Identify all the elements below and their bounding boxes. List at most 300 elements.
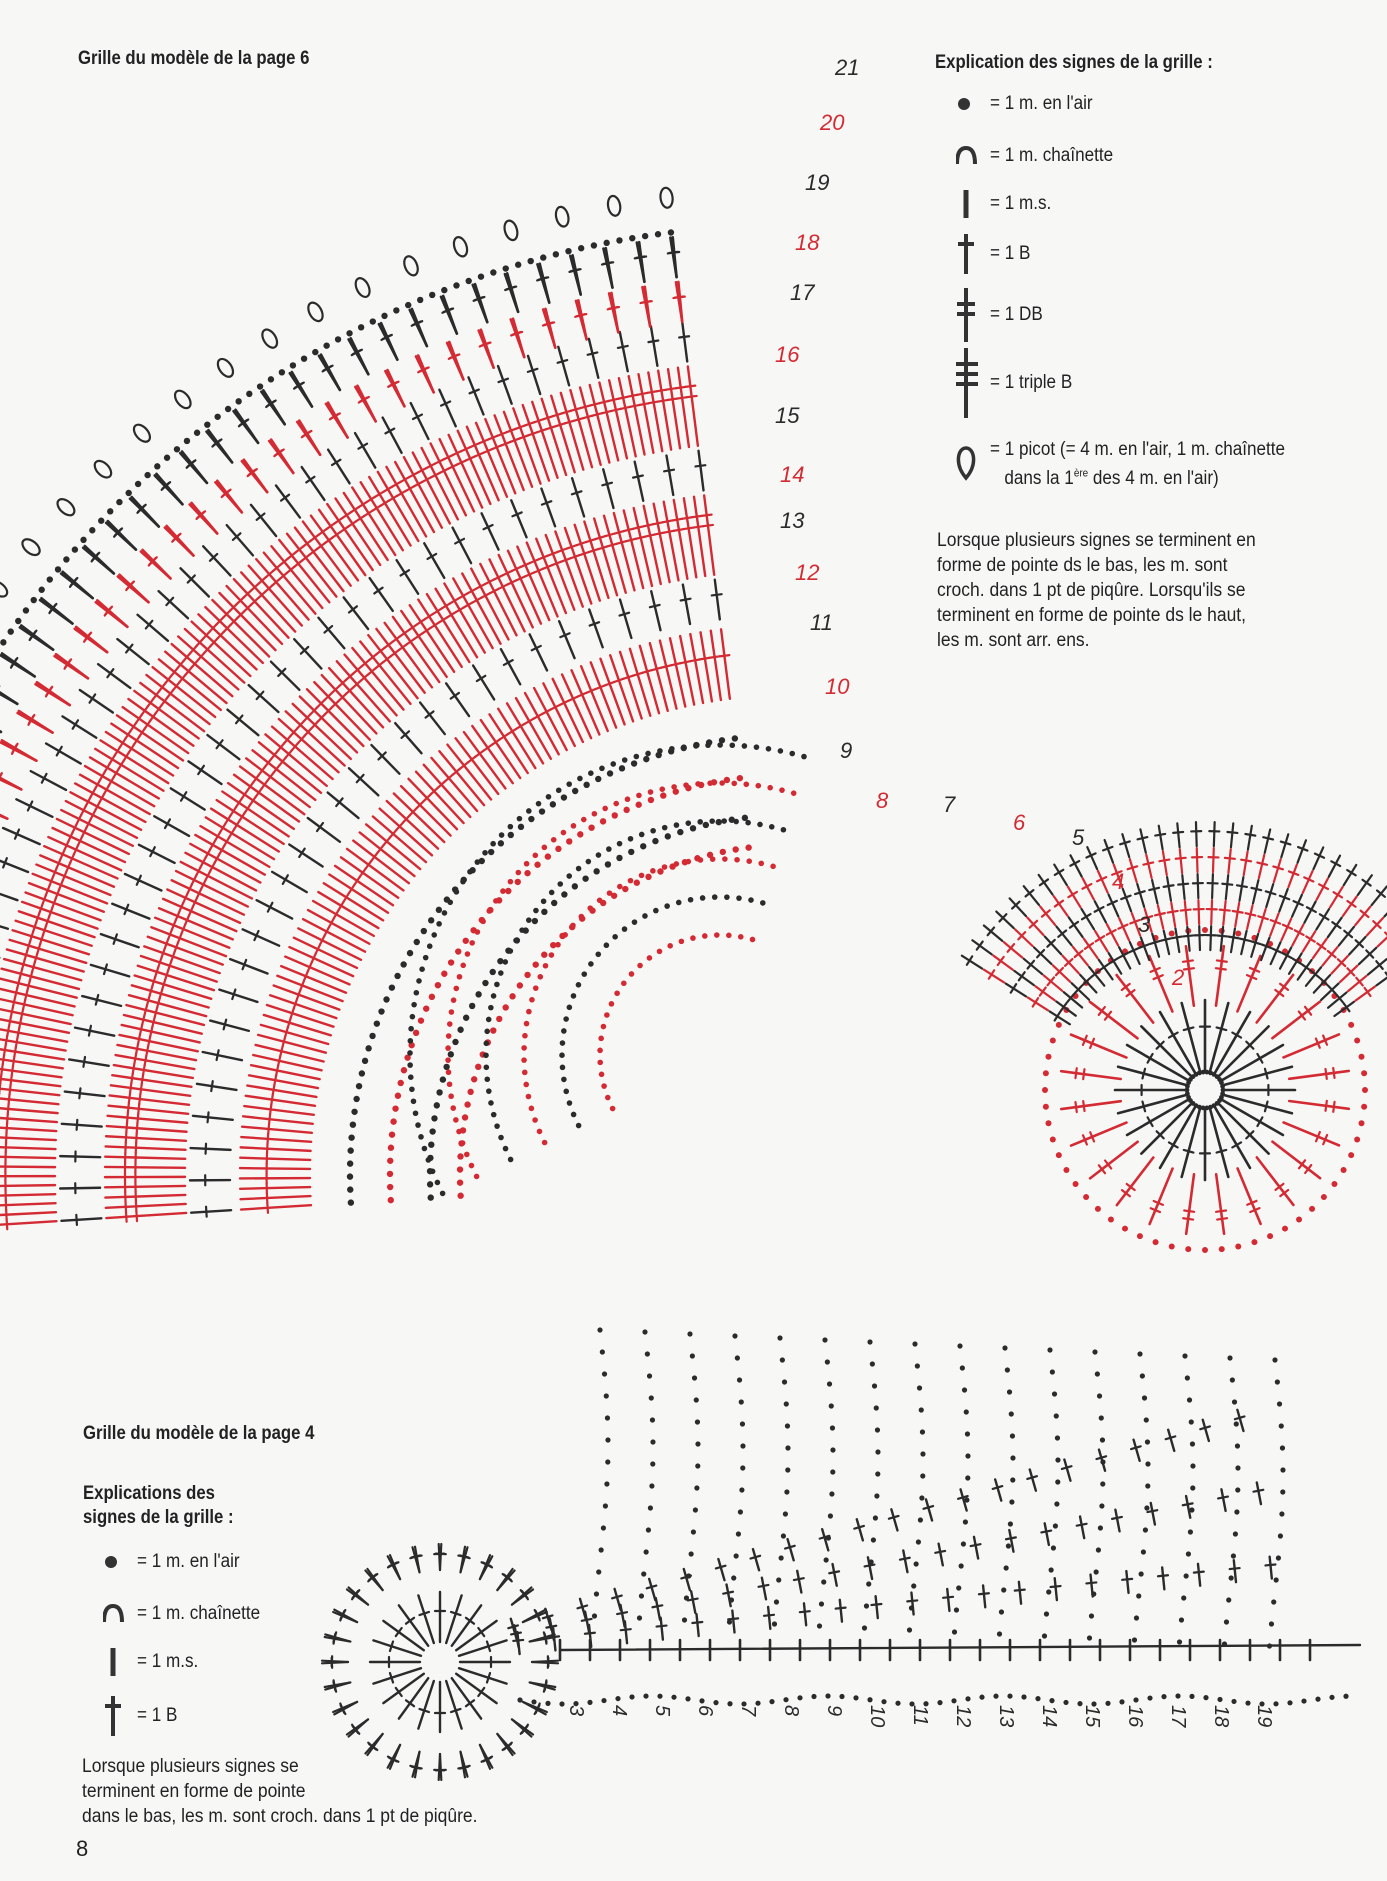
chain-dot	[839, 1694, 844, 1699]
chain-dot	[694, 1397, 699, 1402]
chain-dot	[830, 1447, 835, 1452]
chain-dot	[1010, 1455, 1015, 1460]
stitch-mark	[553, 1629, 555, 1651]
stitch-cross	[1086, 1582, 1096, 1583]
round-label: 14	[1038, 1705, 1060, 1728]
stitch-mark	[1045, 1523, 1049, 1545]
chain-dot	[965, 1453, 970, 1458]
stitch-mark	[876, 1596, 878, 1618]
stitch-mark	[891, 1509, 897, 1530]
chain-dot	[875, 1471, 880, 1476]
chain-dot	[780, 1357, 785, 1362]
legend6-text-picot-sup: ère	[1073, 468, 1089, 480]
chain-dot	[1139, 1571, 1144, 1576]
legend4-text-b: = 1 B	[137, 1705, 178, 1726]
chain-dot	[862, 1625, 867, 1630]
chain-dot	[1267, 1643, 1272, 1648]
chain-dot	[782, 1379, 787, 1384]
stitch-cross	[451, 1709, 461, 1712]
stitch-cross	[1006, 1537, 1016, 1539]
chain-dot	[1050, 1369, 1055, 1374]
chain-dot	[1232, 1399, 1237, 1404]
chain-dot	[601, 1525, 606, 1530]
chain-dot	[600, 1349, 605, 1354]
chain-dot	[1226, 1597, 1231, 1602]
chain-dot	[1235, 1487, 1240, 1492]
round-label: 12	[952, 1705, 974, 1728]
chain-dot	[872, 1383, 877, 1388]
chain-dot	[1343, 1694, 1348, 1699]
chain-dot	[695, 1441, 700, 1446]
chain-dot	[1007, 1389, 1012, 1394]
stitch-mark	[926, 1499, 932, 1520]
chain-dot	[979, 1695, 984, 1700]
stitch-cross	[865, 1565, 875, 1567]
chain-dot	[1233, 1531, 1238, 1536]
stitch-mark	[1203, 1420, 1209, 1441]
stitch-cross	[907, 1600, 917, 1601]
chain-dot	[911, 1583, 916, 1588]
chain-dot	[781, 1533, 786, 1538]
chain-dot	[695, 1419, 700, 1424]
stitch-mark	[661, 1618, 663, 1640]
chain-dot	[920, 1473, 925, 1478]
chain-dot	[964, 1409, 969, 1414]
chain-dot	[824, 1557, 829, 1562]
chain-dot	[867, 1339, 872, 1344]
chain-dot	[1042, 1633, 1047, 1638]
chain-dot	[1280, 1489, 1285, 1494]
chain-dot	[1098, 1525, 1103, 1530]
grid4-note	[82, 1754, 477, 1829]
legend6-text-db: = 1 DB	[990, 304, 1043, 325]
stitch-cross	[1122, 1579, 1132, 1580]
stitch-cross	[1077, 1524, 1087, 1526]
stitch-mark	[691, 1591, 695, 1613]
stitch-cross	[1235, 1416, 1245, 1419]
round-label: 9	[823, 1705, 845, 1717]
legend6-row-b	[956, 232, 1035, 276]
chain-dot	[644, 1549, 649, 1554]
stitch-cross	[451, 1612, 461, 1615]
stitch-cross	[544, 1682, 547, 1692]
page-number: 8	[76, 1836, 89, 1861]
chain-dot	[1089, 1613, 1094, 1618]
chain-dot	[1186, 1551, 1191, 1556]
chain-dot	[774, 1599, 779, 1604]
chain-dot	[1161, 1694, 1166, 1699]
grid4-legend-title	[83, 1482, 234, 1530]
chain-dot	[829, 1491, 834, 1496]
chain-dot	[993, 1694, 998, 1699]
chain-dot	[1271, 1599, 1276, 1604]
chain-dot	[1087, 1635, 1092, 1640]
chain-dot	[1315, 1697, 1320, 1702]
chain-dot	[937, 1700, 942, 1705]
stitch-mark	[840, 1600, 842, 1622]
stitch-mark	[656, 1598, 660, 1620]
chain-dot	[1055, 1457, 1060, 1462]
chain-dot	[875, 1449, 880, 1454]
chain-dot	[641, 1571, 646, 1576]
three-cross-icon	[956, 348, 986, 418]
round-label: 20	[820, 110, 845, 135]
round-label: 4	[1112, 869, 1125, 894]
legend4-row-b	[103, 1694, 182, 1738]
stitch-cross	[800, 1611, 810, 1612]
chain-dot	[785, 1423, 790, 1428]
round-label: 6	[1013, 810, 1026, 835]
chain-dot	[649, 1483, 654, 1488]
round-label: 5	[651, 1705, 673, 1717]
chain-dot	[1004, 1565, 1009, 1570]
stitch-mark	[1055, 1578, 1057, 1600]
chain-dot	[1185, 1375, 1190, 1380]
chain-dot	[783, 1511, 788, 1516]
stitch-cross	[971, 1544, 981, 1546]
chain-dot	[597, 1327, 602, 1332]
chain-dot	[1133, 1697, 1138, 1702]
chain-dot	[1235, 1443, 1240, 1448]
chain-dot	[1245, 1700, 1250, 1705]
chain-dot	[917, 1385, 922, 1390]
chain-dot	[1140, 1373, 1145, 1378]
chain-dot	[920, 1429, 925, 1434]
stitch-mark	[1115, 1510, 1119, 1532]
legend6-text-b: = 1 B	[990, 243, 1031, 264]
chain-dot	[599, 1547, 604, 1552]
grid4-note-line: dans le bas, les m. sont croch. dans 1 pt de piqûre.	[82, 1806, 478, 1827]
chain-dot	[784, 1401, 789, 1406]
stitch-mark	[768, 1607, 770, 1629]
chain-dot	[629, 1694, 634, 1699]
chain-dot	[690, 1353, 695, 1358]
chain-dot	[817, 1623, 822, 1628]
grid4-legend-title-line: Explications des	[83, 1483, 215, 1504]
dot-icon	[956, 82, 986, 126]
chain-dot	[1279, 1423, 1284, 1428]
stitch-mark	[939, 1544, 943, 1566]
two-cross-icon	[956, 288, 986, 342]
round-label: 11	[810, 610, 833, 635]
stitch-mark	[833, 1564, 837, 1586]
chain-dot	[604, 1393, 609, 1398]
chain-dot	[639, 1593, 644, 1598]
stitch-mark	[788, 1539, 794, 1560]
chain-dot	[1145, 1461, 1150, 1466]
chain-dot	[962, 1387, 967, 1392]
chain-dot	[1179, 1617, 1184, 1622]
stitch-mark	[440, 1544, 441, 1570]
chain-dot	[682, 1617, 687, 1622]
chain-dot	[615, 1696, 620, 1701]
chain-dot	[1177, 1639, 1182, 1644]
stitch-mark	[903, 1550, 907, 1572]
stitch-cross	[923, 1506, 933, 1509]
grid4-legend-title-line: signes de la grille :	[83, 1507, 234, 1528]
chain-dot	[735, 1355, 740, 1360]
legend4-text-ms: = 1 m.s.	[137, 1651, 199, 1672]
stitch-cross	[1112, 1517, 1122, 1519]
stitch-cross	[1253, 1490, 1263, 1492]
chain-dot	[961, 1541, 966, 1546]
grid6-note-line: forme de pointe ds le bas, les m. sont	[937, 555, 1228, 576]
chain-dot	[727, 1619, 732, 1624]
round-label: 6	[694, 1705, 716, 1717]
chain-dot	[732, 1333, 737, 1338]
chain-dot	[1136, 1593, 1141, 1598]
stitch-cross	[657, 1626, 667, 1627]
stitch-cross	[585, 1633, 595, 1634]
stitch-cross	[764, 1615, 774, 1616]
chain-dot	[965, 1475, 970, 1480]
chain-dot	[729, 1597, 734, 1602]
chain-dot	[965, 1431, 970, 1436]
chain-dot	[964, 1497, 969, 1502]
chain-dot	[918, 1517, 923, 1522]
grid6-legend-title: Explication des signes de la grille :	[935, 52, 1213, 73]
stitch-cross	[487, 1673, 490, 1683]
arch-icon	[956, 134, 986, 178]
round-label: 13	[995, 1705, 1017, 1728]
chain-dot	[657, 1694, 662, 1699]
stitch-mark	[1151, 1503, 1155, 1525]
chain-dot	[776, 1577, 781, 1582]
chain-dot	[649, 1395, 654, 1400]
stitch-cross	[794, 1578, 804, 1580]
chain-dot	[874, 1405, 879, 1410]
stitch-mark	[1162, 1567, 1164, 1589]
chain-dot	[692, 1375, 697, 1380]
stitch-mark	[1186, 1496, 1190, 1518]
chain-dot	[1145, 1483, 1150, 1488]
stitch-cross	[1218, 1497, 1228, 1499]
chain-dot	[603, 1503, 608, 1508]
chain-dot	[695, 1463, 700, 1468]
chain-dot	[1097, 1393, 1102, 1398]
single-bar-icon	[956, 182, 986, 226]
chain-dot	[517, 1697, 522, 1702]
stitch-mark	[1168, 1430, 1174, 1451]
round-label: 9	[840, 738, 853, 763]
legend6-row-picot	[956, 438, 1318, 491]
stitch-mark	[532, 1662, 558, 1663]
chain-dot	[1002, 1345, 1007, 1350]
stitch-cross	[545, 1634, 547, 1644]
chain-dot	[1144, 1417, 1149, 1422]
stitch-mark	[974, 1537, 978, 1559]
round-label: 11	[909, 1705, 931, 1726]
chain-dot	[867, 1697, 872, 1702]
chain-dot	[1049, 1698, 1054, 1703]
round-label: 8	[876, 788, 889, 813]
chain-dot	[1105, 1701, 1110, 1706]
legend6-text-triple: = 1 triple B	[990, 372, 1073, 393]
chain-dot	[819, 1601, 824, 1606]
chain-dot	[783, 1697, 788, 1702]
chain-dot	[1190, 1463, 1195, 1468]
chain-dot	[1203, 1695, 1208, 1700]
chain-dot	[1231, 1699, 1236, 1704]
legend6-text-dot: = 1 m. en l'air	[990, 93, 1093, 114]
chain-dot	[738, 1509, 743, 1514]
chain-dot	[1181, 1595, 1186, 1600]
chain-dot	[811, 1694, 816, 1699]
chain-dot	[1010, 1433, 1015, 1438]
chain-dot	[1009, 1411, 1014, 1416]
chain-dot	[734, 1553, 739, 1558]
stitch-mark	[697, 1614, 699, 1636]
chain-dot	[1142, 1395, 1147, 1400]
chain-dot	[875, 1427, 880, 1432]
stitch-cross	[1062, 1466, 1072, 1469]
chain-dot	[1054, 1501, 1059, 1506]
chain-dot	[1227, 1355, 1232, 1360]
chain-dot	[1051, 1545, 1056, 1550]
legend6-row-arch	[956, 134, 1127, 178]
chain-dot	[874, 1493, 879, 1498]
stitch-cross	[829, 1571, 839, 1573]
chain-dot	[650, 1439, 655, 1444]
stitch-cross	[1147, 1510, 1157, 1512]
stitch-cross	[419, 1709, 429, 1712]
stitch-mark	[1257, 1483, 1261, 1505]
stitch-cross	[688, 1599, 698, 1601]
stitch-mark	[1126, 1571, 1128, 1593]
round-label: 13	[780, 508, 805, 533]
chain-dot	[866, 1581, 871, 1586]
stitch-cross	[993, 1486, 1003, 1489]
chain-dot	[531, 1699, 536, 1704]
chain-dot	[594, 1591, 599, 1596]
chain-dot	[769, 1699, 774, 1704]
grid4-note-line: Lorsque plusieurs signes se	[82, 1756, 299, 1777]
chain-dot	[686, 1573, 691, 1578]
chain-dot	[1145, 1439, 1150, 1444]
chain-dot	[1054, 1413, 1059, 1418]
legend4-row-ms	[103, 1640, 205, 1684]
stitch-mark	[649, 1579, 655, 1600]
chain-dot	[1009, 1499, 1014, 1504]
stitch-cross	[390, 1641, 393, 1651]
arch-icon	[103, 1592, 133, 1636]
chain-dot	[736, 1531, 741, 1536]
legend6-row-ms	[956, 182, 1058, 226]
stitch-mark	[1009, 1530, 1013, 1552]
stitch-cross	[723, 1592, 733, 1594]
stitch-cross	[511, 1633, 521, 1635]
stitch-cross	[854, 1526, 864, 1529]
chain-dot	[604, 1481, 609, 1486]
chain-dot	[689, 1551, 694, 1556]
chain-dot	[1277, 1401, 1282, 1406]
grid6-note-line: croch. dans 1 pt de piqûre. Lorsqu'ils se	[937, 580, 1246, 601]
round-label: 19	[1253, 1705, 1275, 1728]
chain-dot	[919, 1407, 924, 1412]
chain-dot	[1144, 1505, 1149, 1510]
round-label: 18	[795, 230, 820, 255]
legend6-text-picot: = 1 picot (= 4 m. en l'air, 1 m. chaînette	[990, 439, 1286, 460]
chain-dot	[671, 1695, 676, 1700]
chain-dot	[1091, 1591, 1096, 1596]
stitch-mark	[1221, 1489, 1225, 1511]
stitch-cross	[612, 1596, 622, 1599]
stitch-mark	[1134, 1440, 1140, 1461]
chain-dot	[825, 1693, 830, 1698]
chain-dot	[1119, 1699, 1124, 1704]
stitch-mark	[1030, 1470, 1036, 1491]
chain-dot	[919, 1495, 924, 1500]
chain-dot	[1001, 1587, 1006, 1592]
chain-dot	[1141, 1549, 1146, 1554]
chain-dot	[956, 1585, 961, 1590]
chain-dot	[1287, 1700, 1292, 1705]
legend6-text-picot-3: des 4 m. en l'air)	[1088, 468, 1219, 490]
stitch-mark	[625, 1621, 627, 1643]
stitch-cross	[1183, 1503, 1193, 1505]
round-label: 7	[943, 792, 956, 817]
stitch-cross	[1096, 1456, 1106, 1459]
chain-dot	[916, 1539, 921, 1544]
chain-dot	[605, 1437, 610, 1442]
chain-dot	[909, 1605, 914, 1610]
round-label: 12	[795, 560, 820, 585]
chain-dot	[827, 1381, 832, 1386]
legend6-row-triple	[956, 348, 1081, 418]
chain-dot	[1329, 1695, 1334, 1700]
chain-dot	[596, 1569, 601, 1574]
stitch-cross	[513, 1640, 523, 1641]
chain-dot	[605, 1415, 610, 1420]
chain-dot	[1035, 1696, 1040, 1701]
chain-dot	[954, 1607, 959, 1612]
round-label: 15	[1081, 1705, 1103, 1728]
stitch-cross	[692, 1622, 702, 1623]
chain-dot	[693, 1507, 698, 1512]
chain-dot	[1229, 1575, 1234, 1580]
chain-dot	[779, 1555, 784, 1560]
chain-dot	[1134, 1615, 1139, 1620]
chain-dot	[1099, 1415, 1104, 1420]
round-label: 7	[737, 1705, 759, 1717]
legend6-row-db	[956, 288, 1049, 342]
legend4-row-dot	[103, 1540, 251, 1584]
stitch-cross	[1200, 1426, 1210, 1429]
chain-dot	[829, 1403, 834, 1408]
chain-dot	[1274, 1577, 1279, 1582]
stitch-cross	[1194, 1572, 1204, 1573]
chain-dot	[1052, 1391, 1057, 1396]
chain-dot	[1044, 1611, 1049, 1616]
chain-dot	[1231, 1553, 1236, 1558]
chain-dot	[646, 1527, 651, 1532]
chain-dot	[1143, 1527, 1148, 1532]
chain-dot	[1049, 1567, 1054, 1572]
chain-dot	[1230, 1377, 1235, 1382]
grid4-note-line: terminent en forme de pointe	[82, 1781, 306, 1802]
stitch-mark	[517, 1632, 519, 1654]
grid6-title: Grille du modèle de la page 6	[78, 48, 310, 69]
chain-dot	[601, 1698, 606, 1703]
chain-dot	[637, 1615, 642, 1620]
chain-dot	[1235, 1465, 1240, 1470]
chain-dot	[731, 1575, 736, 1580]
legend4-text-arch: = 1 m. chaînette	[137, 1603, 261, 1624]
chain-dot	[650, 1417, 655, 1422]
stitch-cross	[979, 1593, 989, 1594]
chain-dot	[1021, 1694, 1026, 1699]
chain-dot	[853, 1695, 858, 1700]
